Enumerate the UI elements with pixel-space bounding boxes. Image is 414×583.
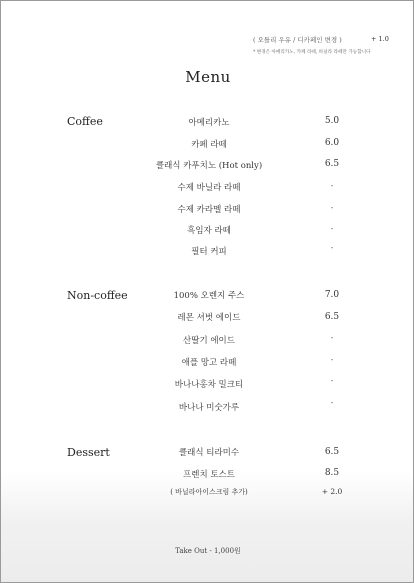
menu-item: 레몬 셔벗 에이드: [177, 313, 241, 323]
item-price: -: [330, 376, 334, 385]
menu-item: 바나나홍차 밀크티: [174, 380, 244, 390]
menu-item: 바나나 미숫가루: [178, 403, 240, 413]
item-price: 6.0: [324, 138, 340, 148]
menu-item: 카페 라떼: [191, 140, 227, 150]
option-detail: * 변경은 아메리카노, 카페 라떼, 바닐라 라떼만 가능합니다: [253, 50, 371, 55]
takeout-note: Take Out - 1,000원: [175, 547, 241, 555]
item-price: 8.5: [324, 468, 340, 478]
menu-item: 아메리카노: [188, 118, 230, 128]
item-price: -: [330, 224, 334, 233]
menu-item: 수제 카라멜 라떼: [177, 205, 241, 215]
item-price: -: [330, 355, 334, 364]
menu-title: Menu: [185, 68, 231, 86]
category-coffee: Coffee: [67, 115, 103, 128]
menu-item: 필터 커피: [191, 247, 227, 257]
category-dessert: Dessert: [67, 446, 110, 459]
item-price: -: [330, 181, 334, 190]
menu-item: 애플 망고 라떼: [181, 358, 237, 368]
item-price: -: [330, 333, 334, 342]
item-price: 5.0: [324, 116, 340, 126]
item-price: 6.5: [324, 312, 340, 322]
menu-item: 산딸기 에이드: [183, 336, 235, 346]
item-price: 6.5: [324, 447, 340, 457]
menu-item: 프렌치 토스트: [183, 470, 235, 480]
item-price: + 2.0: [321, 487, 343, 496]
menu-item: 클래식 티라미수: [178, 448, 240, 458]
menu-item: 클래식 카푸치노 (Hot only): [155, 161, 263, 171]
item-price: -: [330, 243, 334, 252]
menu-item-addon: ( 바닐라아이스크림 추가): [170, 488, 248, 496]
item-price: -: [330, 203, 334, 212]
item-price: -: [330, 398, 334, 407]
option-label: ( 오틀리 우유 / 디카페인 변경 ): [253, 36, 342, 44]
menu-item: 수제 바닐라 라떼: [177, 183, 241, 193]
category-non-coffee: Non-coffee: [67, 289, 128, 302]
option-price: + 1.0: [371, 35, 389, 43]
menu-item: 100% 오렌지 주스: [173, 291, 245, 301]
item-price: 6.5: [324, 159, 340, 169]
item-price: 7.0: [324, 290, 340, 300]
menu-item: 흑임자 라떼: [187, 226, 231, 236]
